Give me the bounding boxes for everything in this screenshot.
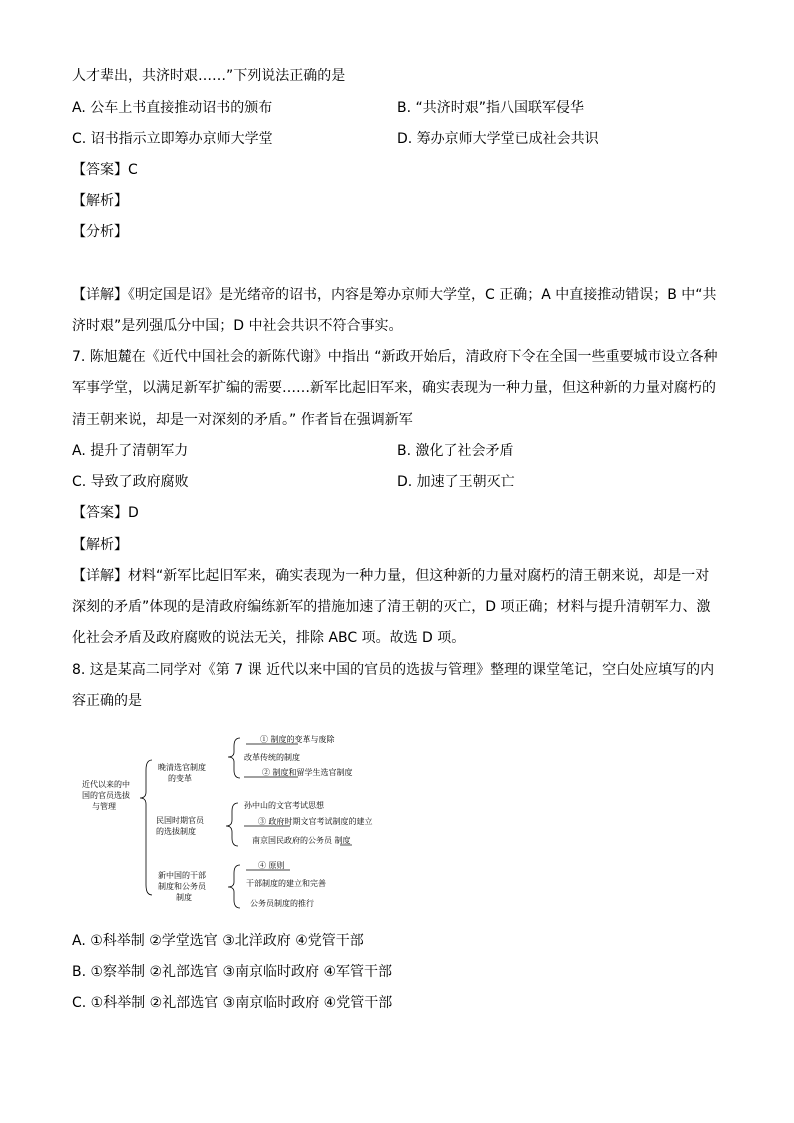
q6-option-d: D. 筹办京师大学堂已成社会共识: [397, 131, 599, 147]
diagram-root-line-2: 国的官员选拔: [82, 791, 130, 800]
q6-option-c: C. 诏书指示立即筹办京师大学堂: [72, 131, 273, 147]
q7-option-a: A. 提升了清朝军力: [72, 443, 189, 459]
diagram-branch-3-title-1: 新中国的干部: [158, 871, 206, 880]
q7-analysis-label: 【解析】: [72, 537, 128, 553]
diagram-branch-2-title-2: 的选拔制度: [156, 827, 196, 836]
q6-detail-line-2: 济时艰”是列强瓜分中国；D 中社会共识不符合事实。: [72, 318, 403, 334]
diagram-branch-3-title-3: 制度: [176, 893, 192, 902]
q7-option-d: D. 加速了王朝灭亡: [397, 474, 515, 490]
q6-option-b: B. “共济时艰”指八国联军侵华: [397, 100, 585, 116]
q7-answer: 【答案】D: [72, 505, 139, 521]
q8-option-a: A. ①科举制 ②学堂选官 ③北洋政府 ④党管干部: [72, 933, 364, 949]
q6-detail-line-1: 【详解】《明定国是诏》是光绪帝的诏书，内容是筹办京师大学堂，C 正确；A 中直接推动错误；B 中“共: [72, 287, 717, 303]
q8-option-c: C. ①科举制 ②礼部选官 ③南京临时政府 ④党管干部: [72, 995, 393, 1011]
q8-stem-line-1: 8. 这是某高二同学对《第 7 课 近代以来中国的官员的选拔与管理》整理的课堂笔记，空白处应填写的内: [72, 662, 715, 678]
diagram-branch-2-brace: [226, 803, 238, 846]
q8-stem-line-2: 容正确的是: [72, 693, 142, 709]
q7-option-c: C. 导致了政府腐败: [72, 474, 189, 490]
diagram-branch-2-item-3: 南京国民政府的公务员 制度: [252, 836, 351, 845]
diagram-branch-2-item-2: ③ 政府时期文官考试制度的建立: [258, 817, 373, 826]
diagram-branch-1-item-2: 改革传统的制度: [244, 753, 300, 762]
q7-stem-line-1: 7. 陈旭麓在《近代中国社会的新陈代谢》中指出 “新政开始后，清政府下令在全国一些重要城市设立各种: [72, 349, 718, 365]
q6-answer: 【答案】C: [72, 162, 138, 178]
diagram-branch-1-title-1: 晚清选官制度: [158, 763, 206, 772]
diagram-root-line-1: 近代以来的中: [82, 780, 130, 789]
diagram-branch-1-brace: [228, 738, 240, 778]
diagram-branch-3-item-2: 干部制度的建立和完善: [246, 879, 326, 888]
q6-option-a: A. 公车上书直接推动诏书的颁布: [72, 100, 273, 116]
q6-fenxi-label: 【分析】: [72, 224, 128, 240]
q7-detail-line-2: 深刻的矛盾”体现的是清政府编练新军的措施加速了清王朝的灭亡，D 项正确；材料与提升清朝军力、激: [72, 599, 711, 615]
diagram-branch-3-title-2: 制度和公务员: [158, 882, 206, 891]
diagram-branch-1-item-1: ① 制度的变革与废除: [260, 735, 335, 744]
q8-option-b: B. ①察举制 ②礼部选官 ③南京临时政府 ④军管干部: [72, 964, 393, 980]
diagram-branch-2-item-1: 孙中山的文官考试思想: [244, 801, 324, 810]
q7-detail-line-3: 化社会矛盾及政府腐败的说法无关，排除 ABC 项。故选 D 项。: [72, 630, 466, 646]
diagram-branch-2-title-1: 民国时期官员: [156, 816, 204, 825]
diagram-root-brace: [140, 760, 152, 895]
diagram-branch-1-item-3: ② 制度和留学生选官制度: [262, 768, 353, 777]
q7-detail-line-1: 【详解】材料“新军比起旧军来，确实表现为一种力量，但这种新的力量对腐朽的清王朝来说，却是一对: [72, 568, 710, 584]
diagram-branch-3-brace: [228, 865, 240, 908]
q7-stem-line-2: 军事学堂，以满足新军扩编的需要……新军比起旧军来，确实表现为一种力量，但这种新的力量对腐朽的: [72, 380, 716, 396]
diagram-root-line-3: 与管理: [92, 802, 116, 811]
q6-stem: 人才辈出，共济时艰……”下列说法正确的是: [72, 68, 346, 84]
q6-analysis-label: 【解析】: [72, 193, 128, 209]
q7-option-b: B. 激化了社会矛盾: [397, 443, 514, 459]
q7-stem-line-3: 清王朝来说，却是一对深刻的矛盾。” 作者旨在强调新军: [72, 412, 413, 428]
diagram-branch-1-title-2: 的变革: [168, 774, 192, 783]
diagram-branch-3-item-3: 公务员制度的推行: [250, 899, 314, 908]
diagram-branch-3-item-1: ④ 原则: [258, 861, 285, 870]
